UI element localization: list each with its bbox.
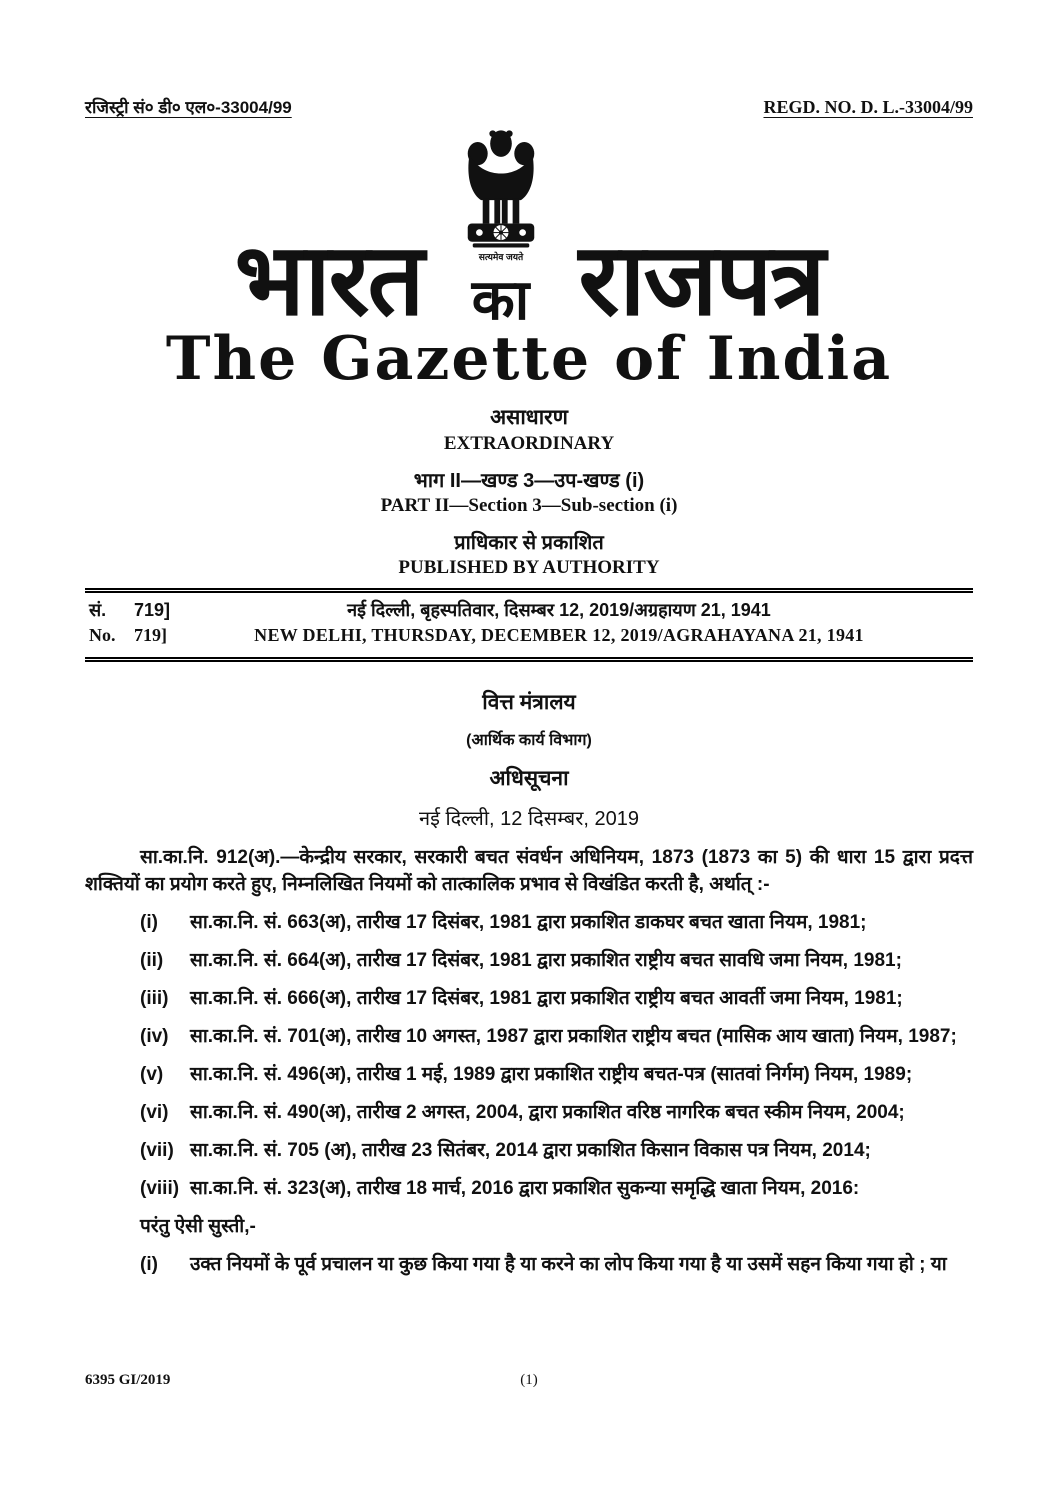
ministry-name: वित्त मंत्रालय — [482, 691, 576, 714]
gsr-number: सा.का.नि. 912(अ). — [140, 847, 281, 868]
list-item — [140, 910, 973, 937]
list-marker: (ii) — [140, 949, 164, 971]
authority-english: PUBLISHED BY AUTHORITY — [398, 557, 660, 578]
list-item-text: सा.का.नि. सं. 323(अ), तारीख 18 मार्च, 2016 द्वारा प्रकाशित सुकन्या समृद्धि खाता नियम, 2016: — [190, 1177, 860, 1199]
masthead — [85, 122, 973, 336]
list-marker: (v) — [140, 1063, 164, 1085]
registry-number-english: REGD. NO. D. L.-33004/99 — [763, 97, 973, 117]
list-marker: (iv) — [140, 1025, 169, 1047]
list-item — [140, 948, 973, 975]
issue-date-english: NEW DELHI, THURSDAY, DECEMBER 12, 2019/AGRAHAYANA 21, 1941 — [254, 625, 864, 645]
list-marker: (iii) — [140, 987, 169, 1009]
list-marker: (vii) — [140, 1139, 174, 1161]
ministry-department: (आर्थिक कार्य विभाग) — [466, 732, 592, 749]
issue-row-english — [89, 625, 969, 652]
registration-row — [85, 95, 973, 118]
masthead-title-rajpatra: राजपत्र — [578, 224, 824, 336]
list-marker: (i) — [140, 911, 158, 933]
issue-date-hindi: नई दिल्ली, बृहस्पतिवार, दिसम्बर 12, 2019/अग्रहायण 21, 1941 — [347, 600, 771, 620]
list-item-text: सा.का.नि. सं. 490(अ), तारीख 2 अगस्त, 2004, द्वारा प्रकाशित वरिष्ठ नागरिक बचत स्कीम नियम, 2004; — [190, 1101, 905, 1123]
notification-body — [85, 845, 973, 1279]
issue-number-english: 719] — [134, 625, 167, 645]
list-item-text: सा.का.नि. सं. 496(अ), तारीख 1 मई, 1989 द्वारा प्रकाशित राष्ट्रीय बचत-पत्र (सातवां निर्गम) नियम, 1989; — [190, 1063, 913, 1085]
sub-list-marker: (i) — [140, 1253, 158, 1275]
issue-number-label-english: No. — [89, 625, 116, 645]
print-code: 6395 GI/2019 — [85, 1372, 171, 1388]
list-item — [140, 1100, 973, 1127]
page-footer — [85, 1372, 973, 1396]
issue-number-hindi: 719] — [134, 600, 171, 620]
list-marker: (vi) — [140, 1101, 169, 1123]
list-item — [140, 986, 973, 1013]
extraordinary-hindi: असाधारण — [490, 406, 568, 429]
part-section-hindi: भाग II—खण्ड 3—उप-खण्ड (i) — [413, 470, 645, 492]
registry-number-hindi: रजिस्ट्री सं० डी० एल०-33004/99 — [85, 98, 292, 117]
list-item-text: सा.का.नि. सं. 664(अ), तारीख 17 दिसंबर, 1981 द्वारा प्रकाशित राष्ट्रीय बचत सावधि जमा नियम, 1981; — [190, 949, 902, 971]
list-item-text: सा.का.नि. सं. 663(अ), तारीख 17 दिसंबर, 1981 द्वारा प्रकाशित डाकघर बचत खाता नियम, 1981; — [190, 911, 867, 933]
masthead-title-ka: का — [471, 268, 530, 331]
notification-heading: अधिसूचना — [489, 767, 569, 790]
part-section-english: PART II—Section 3—Sub-section (i) — [380, 495, 678, 516]
issue-number-label-hindi: सं. — [89, 600, 107, 620]
gazette-english-title: The Gazette of India — [165, 324, 893, 394]
list-item-text: सा.का.नि. सं. 705 (अ), तारीख 23 सितंबर, 2014 द्वारा प्रकाशित किसान विकास पत्र नियम, 2014; — [190, 1139, 871, 1161]
authority-hindi: प्राधिकार से प्रकाशित — [454, 532, 604, 554]
list-item — [140, 1176, 973, 1203]
extraordinary-english: EXTRAORDINARY — [443, 433, 615, 454]
sub-list-item-text: उक्त नियमों के पूर्व प्रचालन या कुछ किया गया है या करने का लोप किया गया है या उसमें सहन किया गया हो ; या — [190, 1253, 947, 1275]
issue-row-hindi — [89, 598, 969, 625]
sub-list-item — [140, 1252, 973, 1279]
list-item — [140, 1024, 973, 1051]
list-item — [140, 1138, 973, 1165]
issue-number-date-bar — [85, 588, 973, 662]
list-item-text: सा.का.नि. सं. 701(अ), तारीख 10 अगस्त, 1987 द्वारा प्रकाशित राष्ट्रीय बचत (मासिक आय खाता) नियम, 1987; — [190, 1025, 957, 1047]
opening-paragraph — [85, 845, 973, 899]
list-item — [140, 1062, 973, 1089]
emblem-motto: सत्यमेव जयते — [478, 252, 523, 263]
notification-place-date: नई दिल्ली, 12 दिसम्बर, 2019 — [419, 808, 639, 830]
masthead-center — [451, 122, 551, 331]
proviso-text: परंतु ऐसी सुस्ती,- — [140, 1215, 256, 1237]
list-marker: (viii) — [140, 1177, 180, 1199]
opening-paragraph-text: —केन्द्रीय सरकार, सरकारी बचत संवर्धन अधिनियम, 1873 (1873 का 5) की धारा 15 द्वारा प्रदत्त शक्तियों का प्रयोग करते हुए, निम्नलिखित नियमों को तात्कालिक प्रभाव से विखंडित करती है, अर्थात् :- — [85, 847, 973, 895]
national-emblem-icon — [451, 122, 551, 270]
masthead-title-bharat: भारत — [234, 224, 423, 336]
page-number: (1) — [520, 1372, 538, 1388]
list-item-text: सा.का.नि. सं. 666(अ), तारीख 17 दिसंबर, 1981 द्वारा प्रकाशित राष्ट्रीय बचत आवर्ती जमा नियम, 1981; — [190, 987, 903, 1009]
